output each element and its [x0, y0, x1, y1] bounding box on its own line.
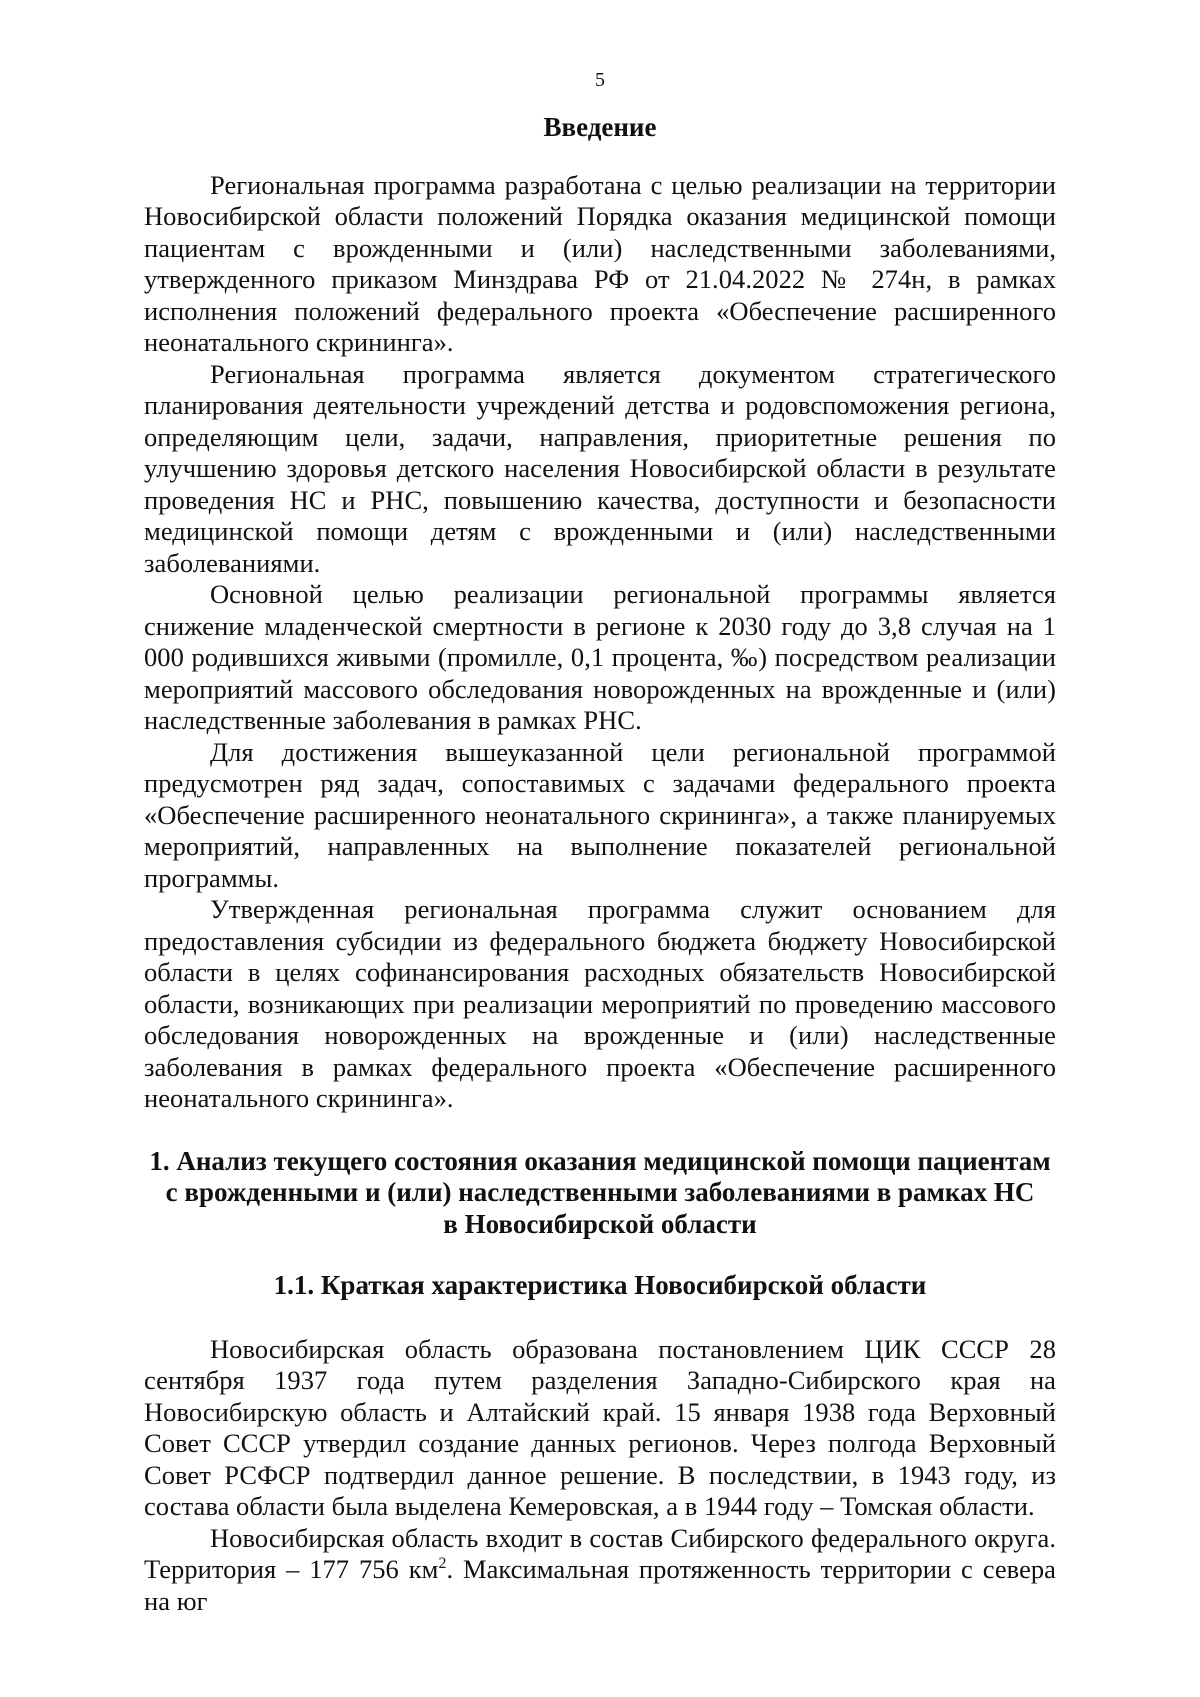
intro-paragraph-5: Утвержденная региональная программа служит основанием для предоставления субсидии из федерального бюджета бюджету Новосибирской области в целях софинансирования расходных обязательств Новосибирской области, возникающих при реализации мероприятий по проведению массового обследования новорожденных на врожденные и (или) наследственные заболевания в рамках федерального проекта «Обеспечение расширенного неонатального скрининга». [144, 894, 1056, 1113]
section-1-heading [144, 1146, 1056, 1241]
superscript-2: 2 [438, 1555, 447, 1573]
intro-paragraph-3: Основной целью реализации региональной программы является снижение младенческой смертности в регионе к 2030 году до 3,8 случая на 1 000 родившихся живыми (промилле, 0,1 процента, ‰) посредством реализации мероприятий массового обследования новорожденных на врожденные и (или) наследственные заболевания в рамках РНС. [144, 579, 1056, 735]
section-1-1-paragraph-2 [144, 1523, 1056, 1618]
intro-paragraph-2: Региональная программа является документом стратегического планирования деятельности учреждений детства и родовспоможения региона, определяющим цели, задачи, направления, приоритетные решения по улучшению здоровья детского населения Новосибирской области в результате проведения НС и РНС, повышению качества, доступности и безопасности медицинской помощи детям с врожденными и (или) наследственными заболеваниями. [144, 358, 1056, 578]
section-1-heading-line-1: 1. Анализ текущего состояния оказания медицинской помощи пациентам [149, 1145, 1051, 1176]
intro-paragraph-1: Региональная программа разработана с целью реализации на территории Новосибирской области положений Порядка оказания медицинской помощи пациентам с врожденными и (или) наследственными заболеваниями, утвержденного приказом Минздрава РФ от 21.04.2022 № 274н, в рамках исполнения положений федерального проекта «Обеспечение расширенного неонатального скрининга». [144, 169, 1056, 357]
spacer [144, 1115, 1056, 1146]
spacer [144, 1302, 1056, 1334]
spacer [144, 1240, 1056, 1270]
paragraph-2-text-start: Новосибирская область входит в состав Сибирского федерального округа. Территория – 177 756 км [144, 1522, 1056, 1584]
intro-paragraph-4: Для достижения вышеуказанной цели региональной программой предусмотрен ряд задач, сопоставимых с задачами федерального проекта «Обеспечение расширенного неонатального скрининга», а также планируемых мероприятий, направленных на выполнение показателей региональной программы. [144, 736, 1056, 893]
section-1-1-heading: 1.1. Краткая характеристика Новосибирской области [273, 1270, 927, 1300]
page-number: 5 [595, 69, 605, 91]
section-1-1-paragraph-1: Новосибирская область образована постановлением ЦИК СССР 28 сентября 1937 года путем разделения Западно-Сибирского края на Новосибирскую область и Алтайский край. 15 января 1938 года Верховный Совет СССР утвердил создание данных регионов. Через полгода Верховный Совет РСФСР подтвердил данное решение. В последствии, в 1943 году, из состава области была выделена Кемеровская, а в 1944 году – Томская области. [144, 1333, 1056, 1521]
section-1-heading-line-3: в Новосибирской области [443, 1208, 757, 1239]
section-1-heading-line-2: с врожденными и (или) наследственными заболеваниями в рамках НС [165, 1177, 1035, 1207]
intro-heading: Введение [543, 112, 657, 142]
spacer [144, 144, 1056, 170]
document-body [144, 112, 1056, 1617]
paragraph-2-text-end: . Максимальная протяженность территории с севера на юг [144, 1554, 1056, 1616]
